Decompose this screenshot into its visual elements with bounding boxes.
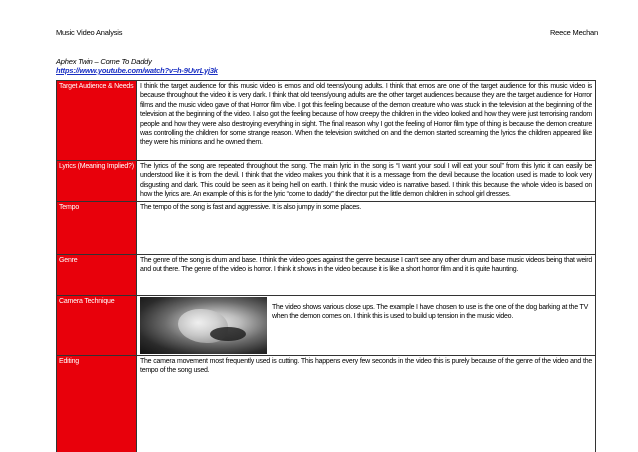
- camera-cell-content: [140, 297, 592, 354]
- header-title: Music Video Analysis: [56, 28, 123, 37]
- row-label-editing: Editing: [57, 355, 137, 452]
- row-label-camera-technique: Camera Technique: [57, 295, 137, 355]
- video-title: Aphex Twin – Come To Daddy: [56, 57, 152, 66]
- dog-mouth-shape: [210, 327, 246, 341]
- video-link[interactable]: https://www.youtube.com/watch?v=h-9UvrLyj3k: [56, 66, 218, 75]
- table-row-editing: [57, 355, 596, 452]
- header-author: Reece Mechan: [549, 28, 598, 37]
- table-row-camera-technique: [57, 295, 596, 355]
- row-text-genre: The genre of the song is drum and base. I think the video goes against the genre because I can’t see any other drum and base music videos being that weird and out there. The genre of the video is horror. I think it shows in the video because it is like a short horror film and it is quite haunting.: [137, 254, 596, 295]
- row-text-lyrics: The lyrics of the song are repeated throughout the song. The main lyric in the song is “I want your soul I will eat your soul” from this lyric it can easily be understood like it is from the devil. I think that the video makes you think that it is a message from the devil because the location used is made to look very disgusting and dark. This could be seen as it being hell on earth. I think the music video is narrative based. I think this because the whole video is based on how the lyrics are. An example of this is for the lyric “come to daddy” the director put the little demon children in school girl dresses.: [137, 161, 596, 202]
- row-label-lyrics: Lyrics (Meaning Implied?): [57, 161, 137, 202]
- table-row-target-audience: [57, 81, 596, 161]
- row-label-genre: Genre: [57, 254, 137, 295]
- table-row-genre: [57, 254, 596, 295]
- row-text-target-audience: I think the target audience for this music video is emos and old teens/young adults. I think that emos are one of the target audience for this music video is because throughout the video it is very dark. I think that old teens/young adults are the other target audiences because they are the target audience for Horror films and the music video gave of that Horror film vibe. I got this feeling because of the demon creature who was stuck in the television at the beginning of the television at the beginning of the video. I also got the feeling because of how creepy the children in the video looked and how they were just terrorising random people and how they were also destroying everything in sight. The final reason why I got the feeling of Horror film type of thing is because the demon creature was controlling the children for some strange reason. When the television switched on and the demon started screaming the lyrics the children appeared like they were his minions and he owned them.: [137, 81, 596, 161]
- analysis-table: [56, 80, 596, 452]
- table-row-lyrics: [57, 161, 596, 202]
- row-label-tempo: Tempo: [57, 201, 137, 254]
- row-cell-camera-technique: [137, 295, 596, 355]
- row-text-tempo: The tempo of the song is fast and aggressive. It is also jumpy in some places.: [137, 201, 596, 254]
- dog-barking-still-image: [140, 297, 267, 354]
- row-text-editing: The camera movement most frequently used is cutting. This happens every few seconds in the video this is purely because of the genre of the video and the tempo of the song used.: [137, 355, 596, 452]
- row-text-camera-technique: The video shows various close ups. The example I have chosen to use is the one of the dog barking at the TV when the demon comes on. I think this is used to build up tension in the music video.: [272, 303, 588, 321]
- table-row-tempo: [57, 201, 596, 254]
- row-label-target-audience: Target Audience & Needs: [57, 81, 137, 161]
